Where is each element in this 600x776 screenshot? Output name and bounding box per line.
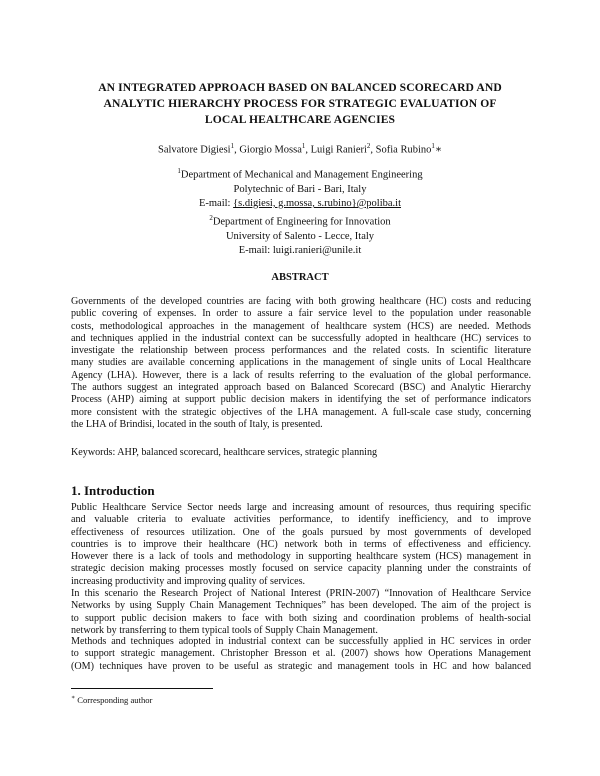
email-link[interactable]: {s.digiesi, g.mossa, s.rubino}@poliba.it: [233, 197, 402, 209]
affiliation-institution: Polytechnic of Bari - Bari, Italy: [233, 183, 367, 195]
author-name: Sofia Rubino: [375, 144, 432, 156]
body-line: to support public decision makers to face with both sizing and coordination problems of health-social: [71, 612, 531, 624]
author-affiliation-mark: 1: [431, 142, 435, 150]
footnote-mark: ∗: [71, 695, 76, 701]
abstract-line: The authors suggest an integrated approach based on Balanced Scorecard (BSC) and Analytic Hierarchy: [71, 382, 531, 394]
footnote-text: Corresponding author: [75, 694, 153, 705]
affiliation-department: Department of Engineering for Innovation: [212, 216, 391, 228]
body-line: to support strategic management. Christopher Bresson et al. (2007) shows how Operations Management: [71, 648, 531, 660]
affiliation-1: [0, 164, 600, 211]
body-line: effectiveness of resources utilization. One of the goals pursued by most governments of developed: [71, 526, 531, 538]
footnote: [71, 694, 152, 705]
abstract-body: [71, 296, 531, 431]
keywords: [71, 447, 531, 459]
author-affiliation-mark: 1: [301, 142, 306, 150]
author-affiliation-mark: 2: [366, 142, 371, 150]
affiliation-number: 2: [209, 214, 213, 222]
author-affiliation-mark: 1: [230, 142, 235, 150]
footnote-divider: [71, 688, 213, 689]
body-line: However there is a lack of tools and methodology in supporting healthcare system (HCS) management in: [71, 551, 531, 563]
intro-paragraph-3: [71, 636, 531, 673]
body-line: increasing productivity and improving quality of services.: [71, 575, 306, 587]
body-line: (OM) techniques have proven to be useful as strategic and management tools in HC and how balanced: [71, 660, 531, 672]
body-line: strategic decision making processes mostly focused on service capacity planning under the constraints of: [71, 563, 531, 575]
paper-title: [60, 80, 540, 128]
abstract-line: many studies are available concerning applications in the management of single units of Local Healthcare: [71, 357, 531, 369]
corresponding-author-mark: ∗: [434, 144, 443, 156]
email-label: E-mail:: [198, 197, 234, 209]
author-list: Salvatore Digiesi$^1$, Giorgio Mossa$^1$, Luigi Ranieri$^2$, Sofia Rubino$^1$∗: [157, 142, 443, 156]
intro-paragraph-1: [71, 502, 531, 588]
abstract-line: costs, methodological approaches in the management of healthcare system (HCS) are needed. Methods: [71, 320, 531, 332]
affiliation-department: Department of Mechanical and Management Engineering: [180, 169, 423, 181]
body-line: and valuable criteria to evaluate activities performance, to identify inefficiency, and to improve: [71, 514, 531, 526]
author-name: Salvatore Digiesi: [157, 144, 231, 156]
abstract-line: and techniques applied in the industrial context can be successfully adopted in healthcare (HC) services to: [71, 332, 531, 344]
intro-paragraph-2: [71, 588, 531, 637]
author-name: Luigi Ranieri: [310, 144, 367, 156]
email-address: luigi.ranieri@unile.it: [272, 244, 362, 256]
abstract-line: more consistent with the strategic objectives of the LHA management. A full-scale case study, concerning: [71, 406, 531, 418]
title-line: ANALYTIC HIERARCHY PROCESS FOR STRATEGIC EVALUATION OF: [103, 97, 497, 110]
title-line: AN INTEGRATED APPROACH BASED ON BALANCED SCORECARD AND: [98, 81, 502, 94]
title-line: LOCAL HEALTHCARE AGENCIES: [204, 113, 396, 126]
abstract-line: Agency (LHA). However, there is a lack of results referring to the evaluation of the global performance.: [71, 369, 531, 381]
body-line: In this scenario the Research Project of National Interest (PRIN-2007) “Innovation of Healthcare Service: [71, 588, 531, 599]
abstract-line: public covering of expenses. In order to assure a fair service level to the population under reasonable: [71, 308, 531, 320]
body-line: countries is to improve their healthcare (HC) network both in terms of effectiveness and efficiency.: [71, 538, 531, 550]
abstract-heading: ABSTRACT: [271, 272, 329, 283]
abstract-line: the LHA of Brindisi, located in the south of Italy, is presented.: [71, 418, 323, 430]
body-line: network by transferring to them typical tools of Supply Chain Management.: [71, 624, 378, 636]
section-heading-introduction: 1. Introduction: [71, 483, 155, 498]
affiliation-institution: University of Salento - Lecce, Italy: [225, 230, 375, 242]
affiliation-number: 1: [177, 167, 181, 175]
body-line: Networks by using Supply Chain Management Techniques” has been developed. The aim of the project is: [71, 600, 531, 612]
email-label: E-mail:: [238, 244, 273, 256]
abstract-line: investigate the relationship between process performances and the related costs. In scientific literature: [71, 345, 531, 357]
author-name: Giorgio Mossa: [239, 144, 302, 156]
affiliation-2: [0, 211, 600, 258]
abstract-line: Process (AHP) aiming at support public decision makers in identifying the set of performance indicators: [71, 394, 531, 406]
body-line: Public Healthcare Service Sector needs large and increasing amount of resources, thus requiring specific: [71, 502, 531, 513]
body-line: Methods and techniques adopted in industrial context can be successfully applied in HC services in order: [71, 636, 531, 647]
keywords-line: Keywords: AHP, balanced scorecard, healthcare services, strategic planning: [71, 447, 378, 458]
abstract-line: Governments of the developed countries are facing with both growing healthcare (HC) costs and reducing: [71, 296, 531, 307]
